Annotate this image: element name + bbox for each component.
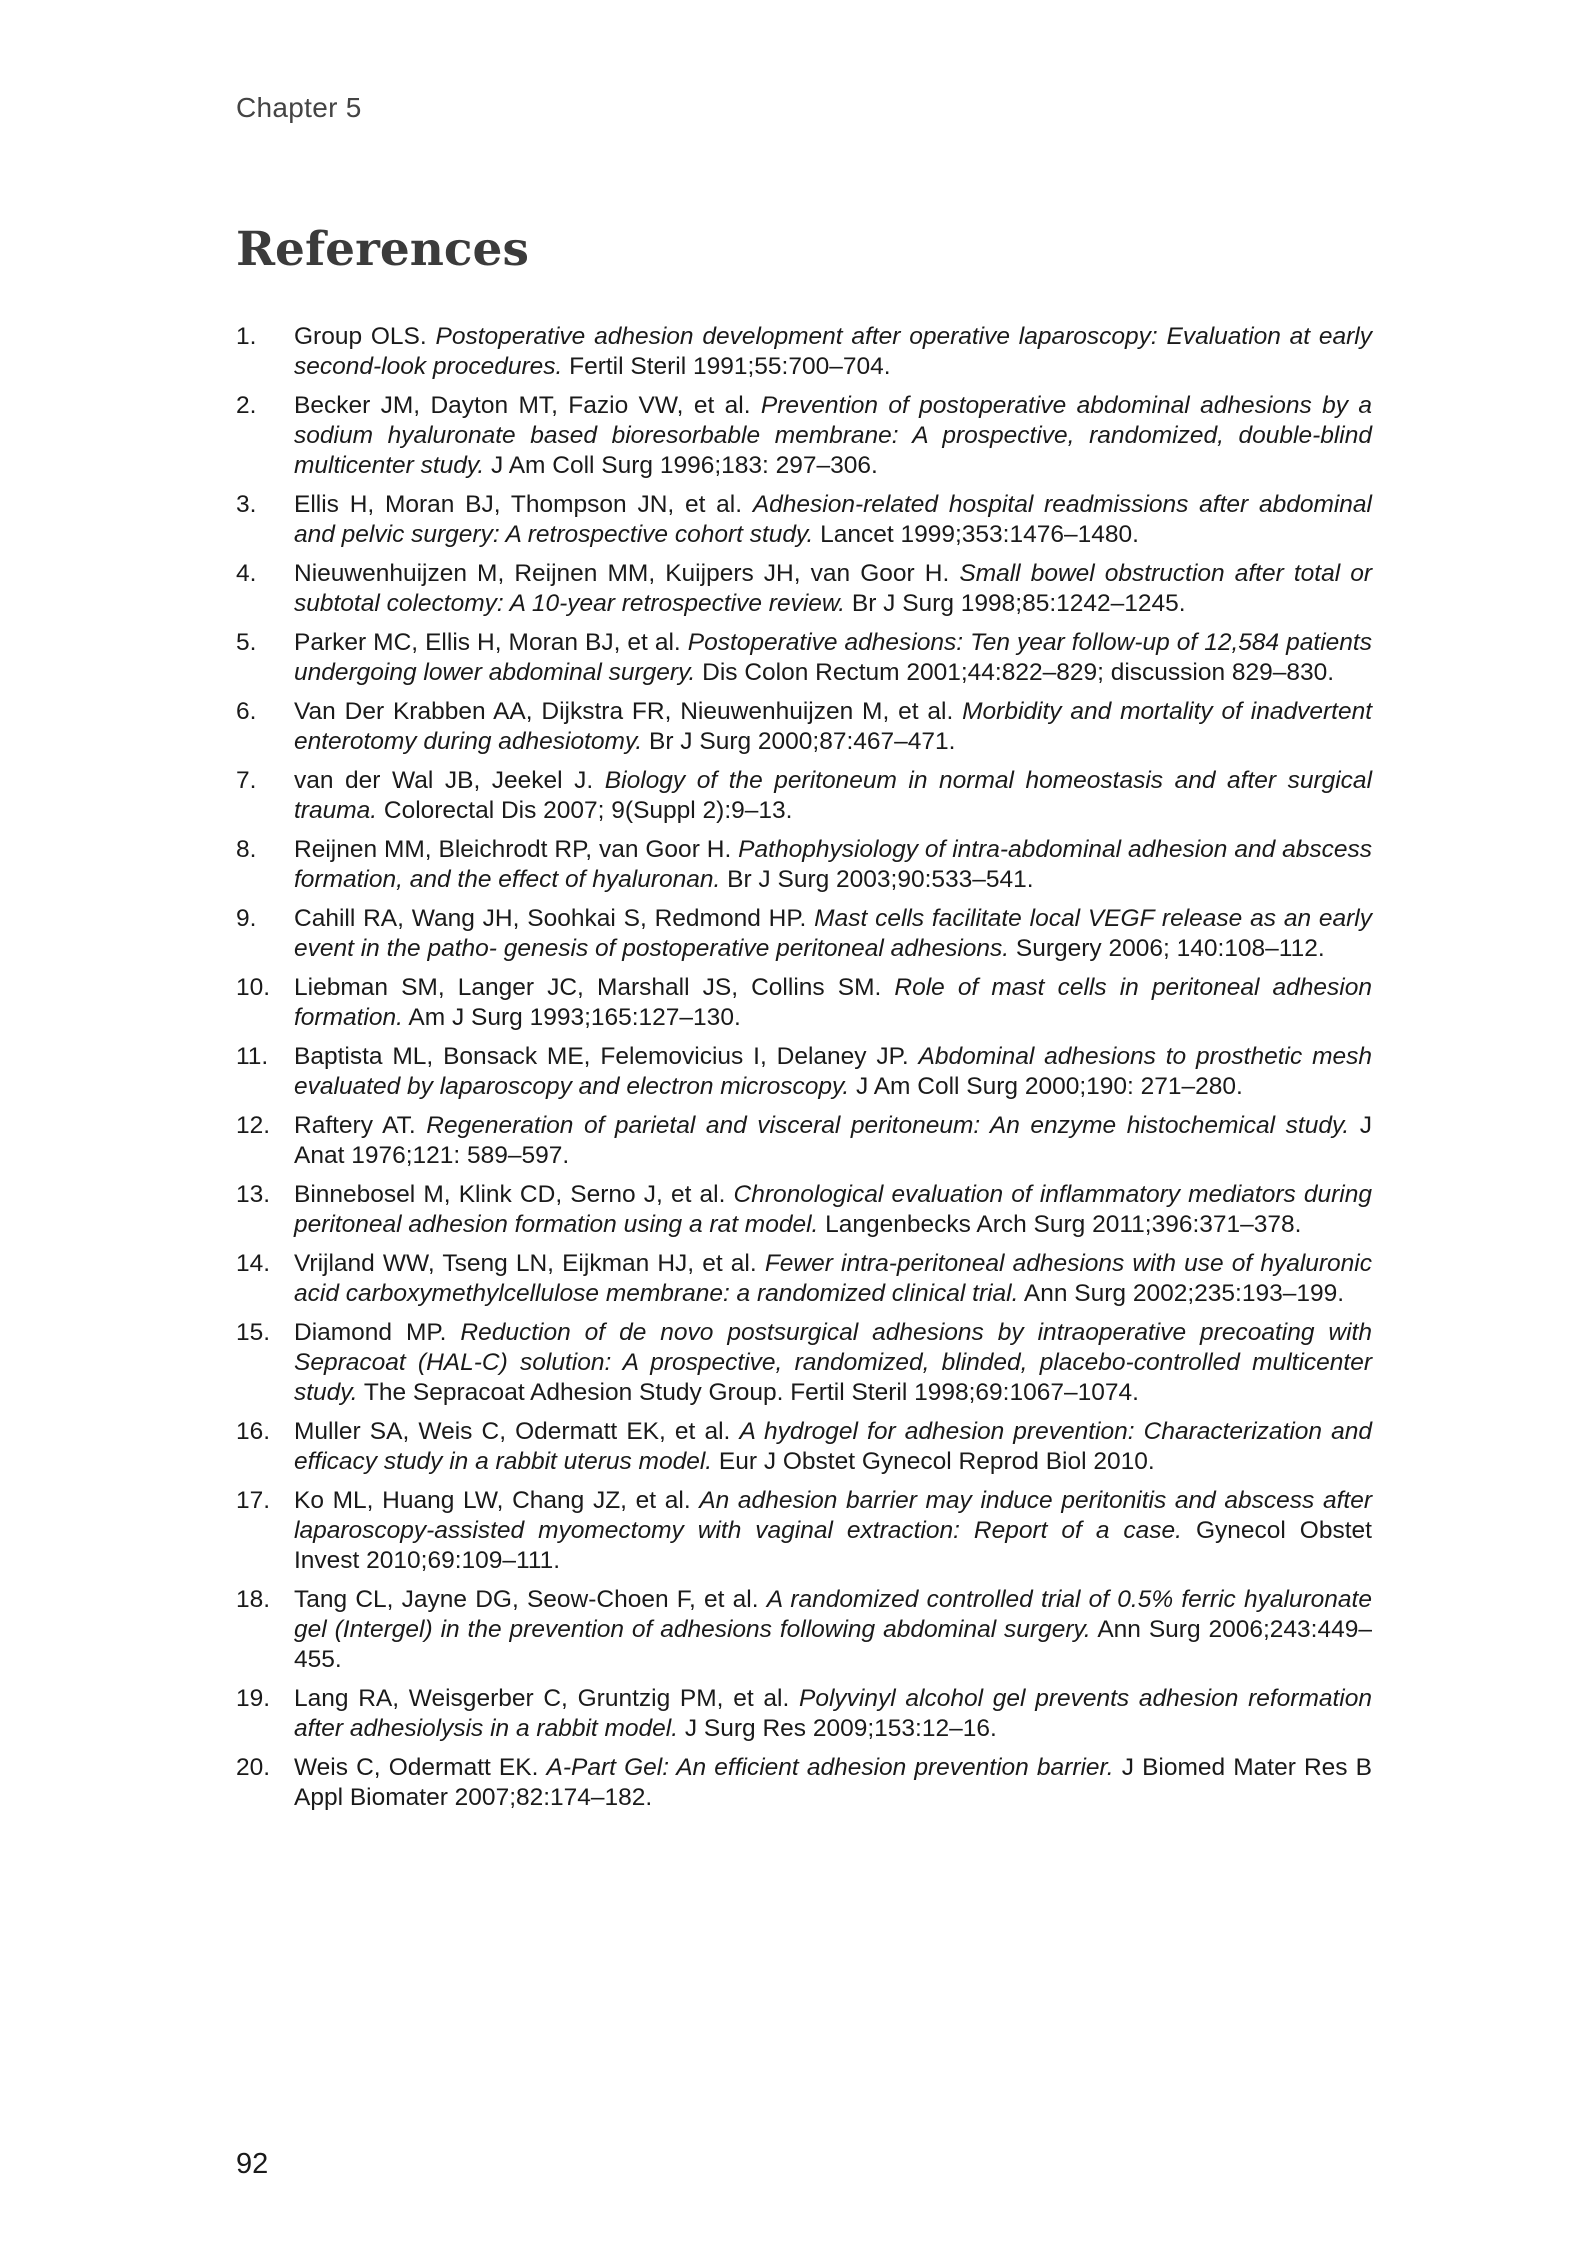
reference-item (236, 1111, 1372, 1171)
reference-number: 12. (236, 1112, 271, 1139)
reference-title: Biology of the peritoneum in normal homeostasis and after surgical trauma. (294, 767, 1373, 824)
reference-source: Am J Surg 1993;165:127–130. (402, 1004, 741, 1031)
reference-source: Ann Surg 2002;235:193–199. (1018, 1280, 1345, 1307)
reference-authors: Group OLS. (294, 323, 436, 350)
reference-number: 8. (236, 836, 257, 863)
reference-title: Adhesion-related hospital readmissions after abdominal and pelvic surgery: A retrospective cohort study. (294, 491, 1373, 548)
reference-source: Ann Surg 2006;243:449–455. (294, 1616, 1372, 1673)
reference-text (294, 628, 1372, 688)
reference-text (294, 766, 1372, 826)
reference-title: Reduction of de novo postsurgical adhesions by intraoperative precoating with Sepracoat (HAL-C) solution: A prospective, randomized, blinded, placebo-controlled multicenter study. (294, 1319, 1372, 1406)
reference-title: An adhesion barrier may induce peritonitis and abscess after laparoscopy-assisted myomectomy with vaginal extraction: Report of a case. (294, 1487, 1372, 1544)
reference-number: 6. (236, 698, 257, 725)
page-number: 92 (236, 2148, 269, 2180)
reference-source: J Am Coll Surg 2000;190: 271–280. (849, 1073, 1243, 1100)
reference-authors: Weis C, Odermatt EK. (294, 1754, 547, 1781)
reference-title: Prevention of postoperative abdominal adhesions by a sodium hyaluronate based bioresorbable membrane: A prospective, randomized, double-blind multicenter study. (294, 392, 1372, 479)
reference-authors: Parker MC, Ellis H, Moran BJ, et al. (294, 629, 688, 656)
reference-item (236, 490, 1372, 550)
reference-source: Br J Surg 1998;85:1242–1245. (845, 590, 1186, 617)
reference-authors: Raftery AT. (294, 1112, 427, 1139)
reference-number: 20. (236, 1754, 271, 1781)
reference-text (294, 559, 1372, 619)
reference-authors: Ko ML, Huang LW, Chang JZ, et al. (294, 1487, 700, 1514)
reference-item (236, 322, 1372, 382)
reference-text (294, 1486, 1372, 1576)
reference-item (236, 1318, 1372, 1408)
reference-text (294, 973, 1372, 1033)
reference-authors: van der Wal JB, Jeekel J. (294, 767, 605, 794)
reference-number: 1. (236, 323, 257, 350)
reference-title: Regeneration of parietal and visceral peritoneum: An enzyme histochemical study. (426, 1112, 1350, 1139)
reference-source: J Biomed Mater Res B Appl Biomater 2007;82:174–182. (294, 1754, 1373, 1811)
reference-text (294, 1180, 1372, 1240)
reference-item (236, 391, 1372, 481)
reference-title: Fewer intra-peritoneal adhesions with use of hyaluronic acid carboxymethylcellulose membrane: a randomized clinical trial. (294, 1250, 1372, 1307)
reference-number: 13. (236, 1181, 271, 1208)
reference-item (236, 904, 1372, 964)
reference-title: A hydrogel for adhesion prevention: Characterization and efficacy study in a rabbit uterus model. (294, 1418, 1372, 1475)
section-title: References (236, 222, 529, 277)
chapter-header: Chapter 5 (236, 92, 362, 123)
reference-title: Pathophysiology of intra-abdominal adhesion and abscess formation, and the effect of hyaluronan. (294, 836, 1373, 893)
reference-number: 11. (236, 1043, 269, 1070)
reference-number: 16. (236, 1418, 271, 1445)
reference-item (236, 1486, 1372, 1576)
reference-source: Eur J Obstet Gynecol Reprod Biol 2010. (712, 1448, 1155, 1475)
reference-source: Colorectal Dis 2007; 9(Suppl 2):9–13. (377, 797, 793, 824)
reference-item (236, 1585, 1372, 1675)
reference-number: 17. (236, 1487, 271, 1514)
reference-source: J Surg Res 2009;153:12–16. (678, 1715, 997, 1742)
reference-text (294, 1684, 1372, 1744)
reference-item (236, 1684, 1372, 1744)
reference-text (294, 1585, 1372, 1675)
reference-source: Gynecol Obstet Invest 2010;69:109–111. (294, 1517, 1372, 1574)
reference-authors: Vrijland WW, Tseng LN, Eijkman HJ, et al. (294, 1250, 765, 1277)
reference-number: 9. (236, 905, 257, 932)
reference-title: Role of mast cells in peritoneal adhesion formation. (294, 974, 1372, 1031)
reference-text (294, 1042, 1372, 1102)
reference-text (294, 697, 1372, 757)
reference-source: Fertil Steril 1991;55:700–704. (562, 353, 891, 380)
reference-title: A randomized controlled trial of 0.5% ferric hyaluronate gel (Intergel) in the prevention of adhesions following abdominal surgery. (294, 1586, 1372, 1643)
reference-title: Polyvinyl alcohol gel prevents adhesion reformation after adhesiolysis in a rabbit model. (294, 1685, 1373, 1742)
reference-title: A-Part Gel: An efficient adhesion prevention barrier. (546, 1754, 1114, 1781)
reference-text (294, 1417, 1372, 1477)
reference-source: Surgery 2006; 140:108–112. (1009, 935, 1325, 962)
reference-number: 15. (236, 1319, 271, 1346)
reference-authors: Baptista ML, Bonsack ME, Felemovicius I, Delaney JP. (294, 1043, 919, 1070)
reference-authors: Nieuwenhuijzen M, Reijnen MM, Kuijpers JH, van Goor H. (294, 560, 960, 587)
reference-authors: Reijnen MM, Bleichrodt RP, van Goor H. (294, 836, 739, 863)
reference-title: Small bowel obstruction after total or subtotal colectomy: A 10-year retrospective review. (294, 560, 1372, 617)
reference-text (294, 322, 1372, 382)
reference-text (294, 490, 1372, 550)
reference-authors: Liebman SM, Langer JC, Marshall JS, Collins SM. (294, 974, 895, 1001)
reference-source: Br J Surg 2003;90:533–541. (720, 866, 1034, 893)
reference-source: J Am Coll Surg 1996;183: 297–306. (484, 452, 878, 479)
reference-text (294, 1111, 1372, 1171)
reference-number: 2. (236, 392, 257, 419)
reference-authors: Binnebosel M, Klink CD, Serno J, et al. (294, 1181, 734, 1208)
reference-source: Langenbecks Arch Surg 2011;396:371–378. (818, 1211, 1302, 1238)
reference-list (236, 322, 1372, 1822)
reference-authors: Tang CL, Jayne DG, Seow-Choen F, et al. (294, 1586, 767, 1613)
reference-authors: Diamond MP. (294, 1319, 461, 1346)
reference-item (236, 973, 1372, 1033)
reference-authors: Lang RA, Weisgerber C, Gruntzig PM, et al. (294, 1685, 799, 1712)
reference-number: 10. (236, 974, 271, 1001)
reference-number: 3. (236, 491, 257, 518)
reference-item (236, 1753, 1372, 1813)
reference-authors: Van Der Krabben AA, Dijkstra FR, Nieuwenhuijzen M, et al. (294, 698, 963, 725)
reference-text (294, 835, 1372, 895)
reference-item (236, 697, 1372, 757)
reference-number: 7. (236, 767, 257, 794)
reference-authors: Becker JM, Dayton MT, Fazio VW, et al. (294, 392, 761, 419)
reference-source: Dis Colon Rectum 2001;44:822–829; discussion 829–830. (695, 659, 1335, 686)
reference-item (236, 1042, 1372, 1102)
reference-title: Abdominal adhesions to prosthetic mesh evaluated by laparoscopy and electron microscopy. (294, 1043, 1372, 1100)
reference-text (294, 391, 1372, 481)
reference-source: J Anat 1976;121: 589–597. (294, 1112, 1372, 1169)
reference-number: 4. (236, 560, 257, 587)
reference-item (236, 766, 1372, 826)
reference-item (236, 835, 1372, 895)
reference-item (236, 628, 1372, 688)
reference-number: 18. (236, 1586, 271, 1613)
reference-authors: Ellis H, Moran BJ, Thompson JN, et al. (294, 491, 753, 518)
reference-text (294, 1318, 1372, 1408)
reference-text (294, 904, 1372, 964)
reference-title: Chronological evaluation of inflammatory mediators during peritoneal adhesion formation using a rat model. (294, 1181, 1372, 1238)
reference-authors: Cahill RA, Wang JH, Soohkai S, Redmond HP. (294, 905, 815, 932)
reference-item (236, 559, 1372, 619)
reference-title: Postoperative adhesion development after operative laparoscopy: Evaluation at early second-look procedures. (294, 323, 1372, 380)
reference-text (294, 1753, 1372, 1813)
reference-title: Mast cells facilitate local VEGF release as an early event in the patho- genesis of postoperative peritoneal adhesions. (294, 905, 1372, 962)
reference-text (294, 1249, 1372, 1309)
reference-number: 19. (236, 1685, 271, 1712)
reference-source: Br J Surg 2000;87:467–471. (642, 728, 956, 755)
reference-item (236, 1249, 1372, 1309)
reference-source: Lancet 1999;353:1476–1480. (813, 521, 1139, 548)
reference-title: Postoperative adhesions: Ten year follow-up of 12,584 patients undergoing lower abdominal surgery. (294, 629, 1372, 686)
reference-source: The Sepracoat Adhesion Study Group. Fertil Steril 1998;69:1067–1074. (357, 1379, 1139, 1406)
reference-item (236, 1180, 1372, 1240)
reference-number: 5. (236, 629, 257, 656)
reference-item (236, 1417, 1372, 1477)
reference-title: Morbidity and mortality of inadvertent enterotomy during adhesiotomy. (294, 698, 1372, 755)
reference-number: 14. (236, 1250, 271, 1277)
reference-authors: Muller SA, Weis C, Odermatt EK, et al. (294, 1418, 740, 1445)
